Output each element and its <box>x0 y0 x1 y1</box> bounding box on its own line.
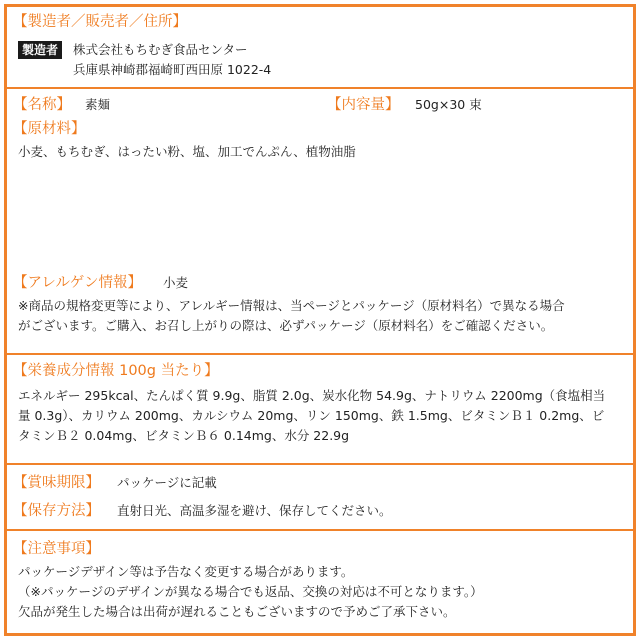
nutrition-line2: 量 0.3g）、カリウム 200mg、カルシウム 20mg、リン 150mg、鉄 1.5mg、ビタミンＢ１ 0.2mg、ビ <box>18 408 605 423</box>
name-value: 素麺 <box>85 97 111 112</box>
ingredients-value: 小麦、もちむぎ、はったい粉、塩、加工でんぷん、植物油脂 <box>18 144 356 159</box>
maker-address: 兵庫県神崎郡福崎町西田原 1022-4 <box>73 62 272 77</box>
nutrition-line1: エネルギー 295kcal、たんぱく質 9.9g、脂質 2.0g、炭水化物 54.9g、ナトリウム 2200mg（食塩相当 <box>18 388 606 403</box>
content-value: 50g×30 束 <box>415 97 482 112</box>
ingredients-section <box>7 115 633 265</box>
allergy-label: 【アレルゲン情報】 <box>13 275 142 291</box>
expiry-label: 【賞味期限】 <box>13 475 100 491</box>
info-frame <box>4 4 636 636</box>
allergy-section <box>7 269 633 351</box>
storage-section <box>7 493 633 523</box>
nutrition-section <box>7 355 633 455</box>
name-content-row <box>7 89 633 113</box>
maker-badge: 製造者 <box>18 41 62 59</box>
storage-value: 直射日光、高温多湿を避け、保存してください。 <box>117 503 392 518</box>
notes-section <box>7 531 633 631</box>
storage-label: 【保存方法】 <box>13 503 100 519</box>
name-label: 【名称】 <box>13 97 71 113</box>
notes-line1: パッケージデザイン等は予告なく変更する場合があります。 <box>18 564 354 579</box>
expiry-value: パッケージに記載 <box>117 475 217 490</box>
maker-company: 株式会社もちむぎ食品センター <box>73 42 248 57</box>
expiry-section <box>7 465 633 493</box>
content-label: 【内容量】 <box>327 97 400 113</box>
allergy-note-line2: がございます。ご購入、お召し上がりの際は、必ずパッケージ（原材料名）をご確認ください。 <box>18 318 554 333</box>
ingredients-label: 【原材料】 <box>13 121 86 137</box>
notes-label: 【注意事項】 <box>13 541 100 557</box>
notes-line3: 欠品が発生した場合は出荷が遅れることもございますので予めご了承下さい。 <box>18 604 456 619</box>
maker-section <box>7 7 633 87</box>
allergy-value: 小麦 <box>163 275 189 290</box>
nutrition-line3: タミンＢ２ 0.04mg、ビタミンＢ６ 0.14mg、水分 22.9g <box>18 428 350 443</box>
nutrition-label: 【栄養成分情報 100g 当たり】 <box>13 363 219 379</box>
allergy-note-line1: ※商品の規格変更等により、アレルギー情報は、当ページとパッケージ（原材料名）で異なる場合 <box>18 298 565 313</box>
maker-label: 【製造者／販売者／住所】 <box>13 14 187 30</box>
notes-line2: （※パッケージのデザインが異なる場合でも返品、交換の対応は不可となります。） <box>18 584 483 599</box>
